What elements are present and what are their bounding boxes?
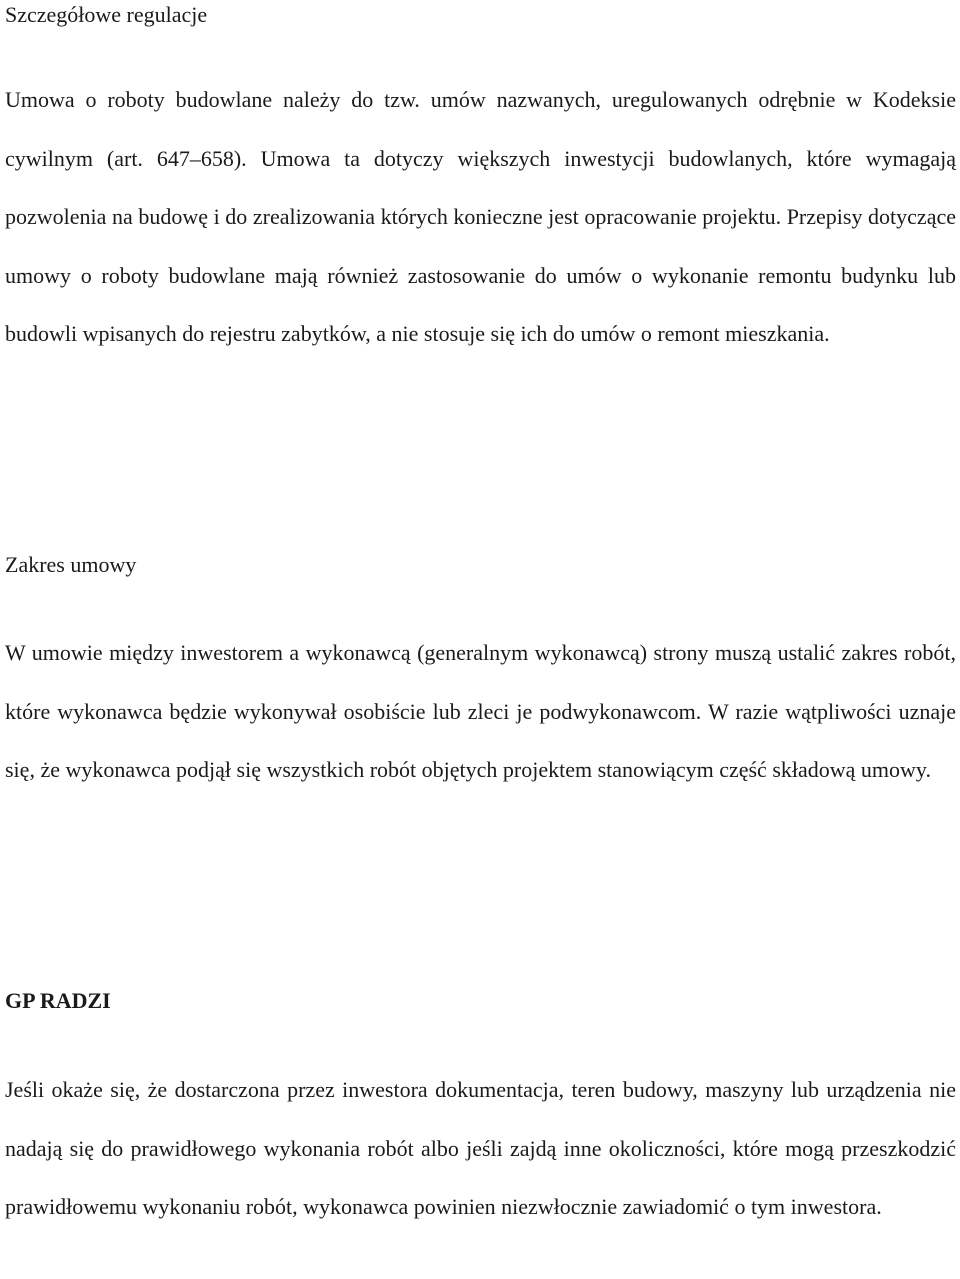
section-heading: Szczegółowe regulacje — [5, 2, 208, 27]
section-paragraph: W umowie między inwestorem a wykonawcą (generalnym wykonawcą) strony muszą ustalić zakres robót, które wykonawca będzie wykonywał osobiście lub zleci je podwykonawcom. W razie wątpliwości uznaje się, że wykonawca podjął się wszystkich robót objętych projektem stanowiącym część składową umowy. — [5, 640, 956, 782]
section-heading: GP RADZI — [5, 988, 111, 1013]
section-gp-advice — [5, 986, 956, 1237]
section-heading: Zakres umowy — [5, 552, 137, 577]
section-paragraph: Jeśli okaże się, że dostarczona przez inwestora dokumentacja, teren budowy, maszyny lub urządzenia nie nadają się do prawidłowego wykonania robót albo jeśli zajdą inne okoliczności, które mogą przeszkodzić prawidłowemu wykonaniu robót, wykonawca powinien niezwłocznie zawiadomić o tym inwestora. — [5, 1077, 956, 1219]
section-contract-scope — [5, 550, 956, 800]
section-detailed-regulations — [5, 0, 956, 364]
section-paragraph: Umowa o roboty budowlane należy do tzw. umów nazwanych, uregulowanych odrębnie w Kodeksie cywilnym (art. 647–658). Umowa ta dotyczy większych inwestycji budowlanych, które wymagają pozwolenia na budowę i do zrealizowania których konieczne jest opracowanie projektu. Przepisy dotyczące umowy o roboty budowlane mają również zastosowanie do umów o wykonanie remontu budynku lub budowli wpisanych do rejestru zabytków, a nie stosuje się ich do umów o remont mieszkania. — [5, 87, 956, 346]
